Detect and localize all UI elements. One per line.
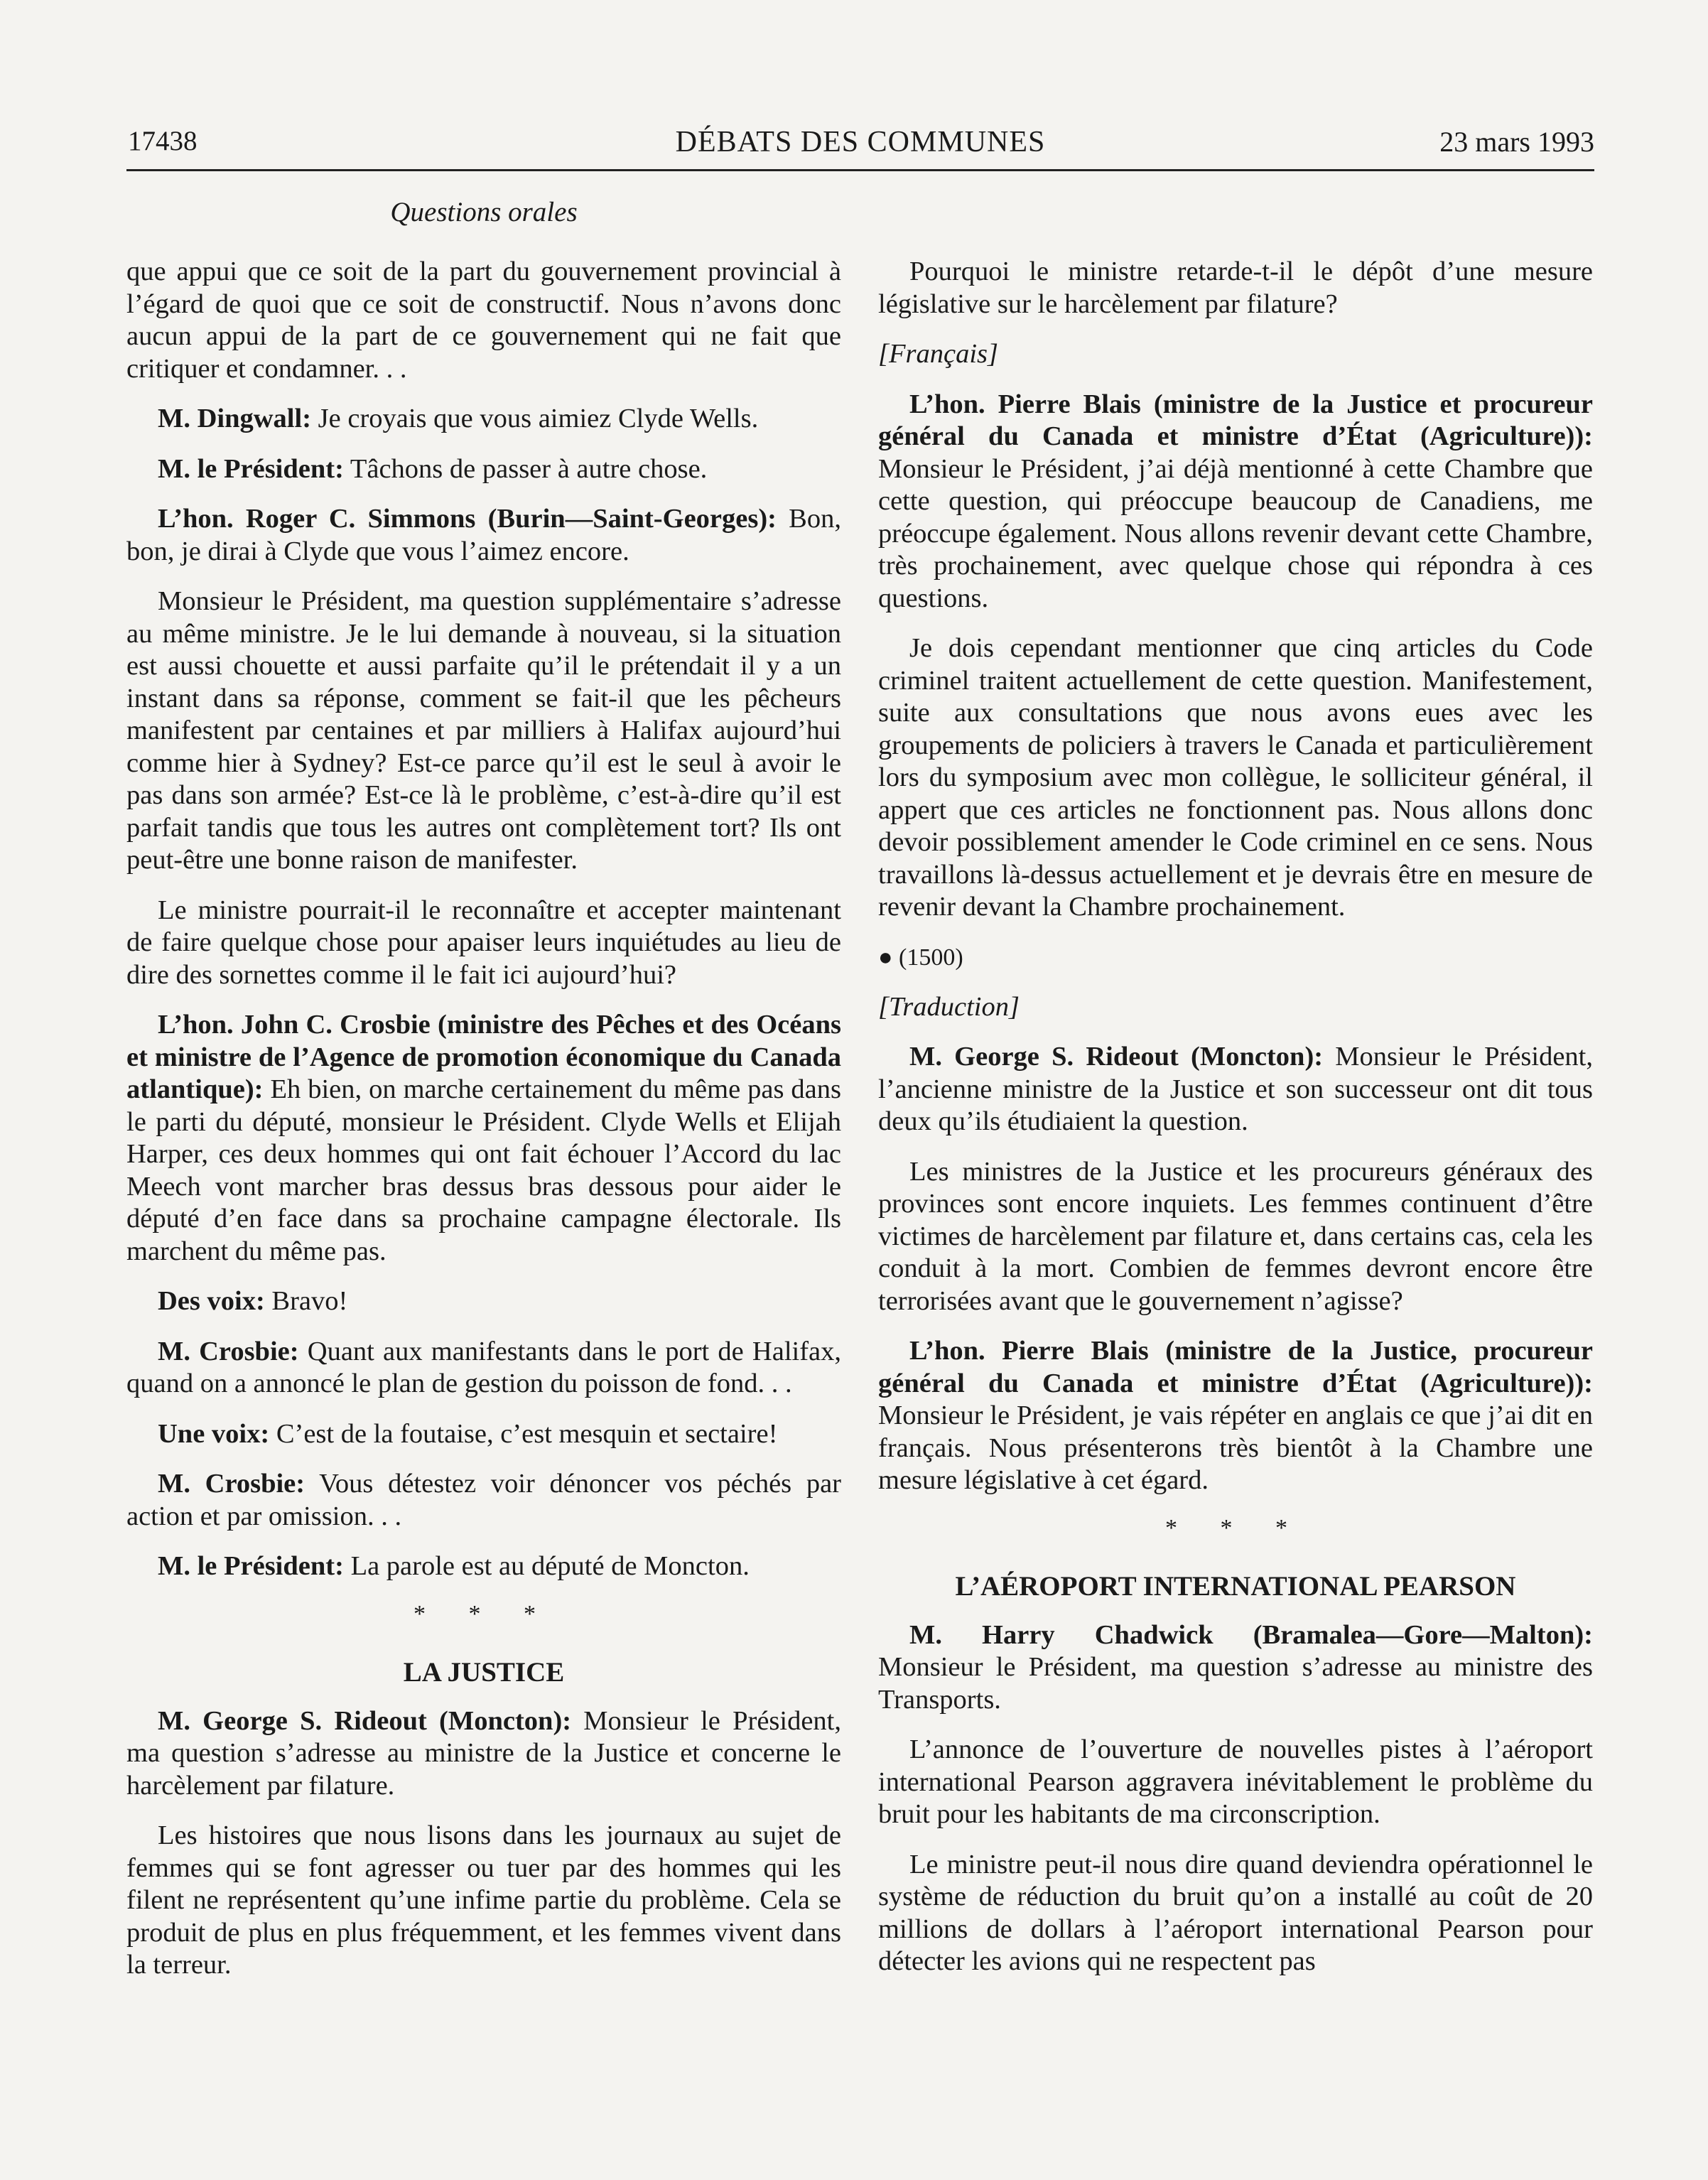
speech-text: Je croyais que vous aimiez Clyde Wells. xyxy=(311,404,759,433)
speaker-name: L’hon. Roger C. Simmons (Burin—Saint-Georges): xyxy=(158,504,777,534)
speech-text: Tâchons de passer à autre chose. xyxy=(343,453,708,484)
topic-heading: L’AÉROPORT INTERNATIONAL PEARSON xyxy=(955,1570,1516,1602)
left-column xyxy=(126,256,841,2000)
language-tag: [Traduction] xyxy=(878,991,1020,1022)
speaker-name: Des voix: xyxy=(158,1286,265,1316)
speech-text: Monsieur le Président, ma question s’adresse au ministre de la Justice et concerne le harcèlement par filature. xyxy=(126,1705,842,1801)
page-header xyxy=(126,125,1594,171)
paragraph: Pourquoi le ministre retarde-t-il le dépôt d’une mesure législative sur le harcèlement par filature? xyxy=(878,257,1593,319)
speaker-name: L’hon. John C. Crosbie (ministre des Pêches et des Océans et ministre de l’Agence de promotion économique du Canada atlantique): xyxy=(126,1010,841,1104)
speech-text: Bravo! xyxy=(264,1286,348,1316)
speech-text: Vous détestez voir dénoncer vos péchés par action et par omission. . . xyxy=(126,1469,841,1531)
speech-paragraph xyxy=(878,389,1593,615)
speaker-name: M. Crosbie: xyxy=(158,1469,306,1499)
speaker-name: L’hon. Pierre Blais (ministre de la Justice, procureur général du Canada et ministre d’État (Agriculture)): xyxy=(878,1336,1593,1398)
paragraph: Les histoires que nous lisons dans les journaux au sujet de femmes qui se font agresser ou tuer par des hommes qui les filent ne représentent qu’une infime partie du problème. Cela se produit de plus en plus fréquemment, et les femmes vivent dans la terreur. xyxy=(126,1820,841,1980)
speech-paragraph xyxy=(878,1041,1593,1138)
speech-text: Monsieur le Président, ma question s’adresse au ministre des Transports. xyxy=(878,1652,1593,1715)
topic-heading: LA JUSTICE xyxy=(403,1656,565,1688)
paragraph: Le ministre pourrait-il le reconnaître et accepter maintenant de faire quelque chose pour apaiser leurs inquiétudes au lieu de dire des sornettes comme il le fait ici aujourd’hui? xyxy=(126,895,841,990)
right-column xyxy=(878,256,1593,1996)
paragraph: Monsieur le Président, ma question supplémentaire s’adresse au même ministre. Je le lui demande à nouveau, si la situation est aussi chouette et aussi parfaite qu’il le prétendait il y a un instant dans sa réponse, comment se fait-il que les pêcheurs manifestent par centaines et par milliers à Halifax aujourd’hui comme hier à Sydney? Est-ce parce qu’il est le seul à avoir le pas dans son armée? Est-ce là le problème, c’est-à-dire qu’il est parfait tandis que tous les autres ont complètement tort? Ils ont peut-être une bonne raison de manifester. xyxy=(126,586,841,875)
publication-date: 23 mars 1993 xyxy=(1439,126,1594,158)
speaker-name: M. George S. Rideout (Moncton): xyxy=(909,1042,1324,1072)
speech-paragraph xyxy=(126,1468,841,1533)
speech-text: Monsieur le Président, j’ai déjà mentionné à cette Chambre que cette question, qui préoccupe beaucoup de Canadiens, me préoccupe également. Nous allons revenir devant cette Chambre, très prochainement, avec quelque chose qui répondra à ces questions. xyxy=(878,453,1593,613)
speech-paragraph xyxy=(126,1550,841,1583)
speech-paragraph xyxy=(126,453,841,486)
speech-text: Monsieur le Président, l’ancienne ministre de la Justice et son successeur ont dit tous deux qu’ils étudiaient la question. xyxy=(878,1042,1594,1136)
language-tag: [Français] xyxy=(878,339,998,369)
speech-paragraph xyxy=(878,1335,1593,1497)
speech-text: Monsieur le Président, je vais répéter en anglais ce que j’ai dit en français. Nous présenterons très bientôt à la Chambre une mesure législative à cet égard. xyxy=(878,1401,1593,1495)
speaker-name: M. Harry Chadwick (Bramalea—Gore—Malton): xyxy=(909,1619,1593,1650)
speaker-name: M. le Président: xyxy=(158,1551,344,1581)
speaker-name: M. le Président: xyxy=(158,453,344,484)
speech-text: La parole est au député de Moncton. xyxy=(343,1551,750,1581)
speech-paragraph xyxy=(126,403,841,436)
paragraph: Le ministre peut-il nous dire quand deviendra opérationnel le système de réduction du bruit qu’on a installé au coût de 20 millions de dollars à l’aéroport international Pearson pour détecter les avions qui ne respectent pas xyxy=(878,1849,1593,1976)
section-separator: * * * xyxy=(414,1600,554,1627)
speech-text: C’est de la foutaise, c’est mesquin et sectaire! xyxy=(269,1418,778,1449)
paragraph: Je dois cependant mentionner que cinq articles du Code criminel traitent actuellement de cette question. Manifestement, suite aux consultations que nous avons eues avec les groupements de policiers à travers le Canada et particulièrement lors du symposium avec mon collègue, le solliciteur général, il appert que ces articles ne fonctionnent pas. Nous allons donc devoir possiblement amender le Code criminel en ce sens. Nous travaillons là-dessus actuellement et je devrais être en mesure de revenir devant la Chambre prochainement. xyxy=(878,633,1593,922)
speech-text: Quant aux manifestants dans le port de Halifax, quand on a annoncé le plan de gestion du poisson de fond. . . xyxy=(126,1336,841,1398)
speech-paragraph xyxy=(126,503,841,568)
paragraph: L’annonce de l’ouverture de nouvelles pistes à l’aéroport international Pearson aggravera inévitablement le problème du bruit pour les habitants de ma circonscription. xyxy=(878,1734,1593,1829)
speech-paragraph xyxy=(126,1705,841,1803)
speaker-name: M. Dingwall: xyxy=(158,404,312,433)
speech-paragraph xyxy=(126,1009,841,1268)
speech-paragraph xyxy=(126,1418,841,1451)
speech-text: Eh bien, on marche certainement du même pas dans le parti du député, monsieur le Président. Clyde Wells et Elijah Harper, ces deux hommes qui ont fait échouer l’Accord du lac Meech vont marcher bras dessus bras dessous pour aider le député d’en face dans sa prochaine campagne électorale. Ils marchent du même pas. xyxy=(126,1074,841,1266)
speaker-name: Une voix: xyxy=(158,1418,270,1449)
section-separator: * * * xyxy=(1165,1514,1306,1541)
speaker-name: M. George S. Rideout (Moncton): xyxy=(158,1705,572,1736)
speech-text: Bon, bon, je dirai à Clyde que vous l’aimez encore. xyxy=(126,504,841,566)
speech-paragraph xyxy=(878,1619,1593,1717)
time-marker: ● (1500) xyxy=(878,944,963,971)
speaker-name: L’hon. Pierre Blais (ministre de la Justice et procureur général du Canada et ministre d’État (Agriculture)): xyxy=(878,389,1593,451)
page-number: 17438 xyxy=(128,126,198,156)
speech-paragraph xyxy=(126,1336,841,1401)
speaker-name: M. Crosbie: xyxy=(158,1336,299,1366)
section-heading: Questions orales xyxy=(390,197,578,227)
publication-title: DÉBATS DES COMMUNES xyxy=(675,126,1046,158)
speech-paragraph xyxy=(126,1285,841,1318)
paragraph: que appui que ce soit de la part du gouvernement provincial à l’égard de quoi que ce soit de constructif. Nous n’avons donc aucun appui de la part de ce gouvernement qui ne fait que critiquer et condamner. . . xyxy=(126,257,841,384)
paragraph: Les ministres de la Justice et les procureurs généraux des provinces sont encore inquiets. Les femmes continuent d’être victimes de harcèlement par filature et, dans certains cas, cela les conduit à la mort. Combien de femmes devront encore être terrorisées avant que le gouvernement n’agisse? xyxy=(878,1156,1593,1316)
